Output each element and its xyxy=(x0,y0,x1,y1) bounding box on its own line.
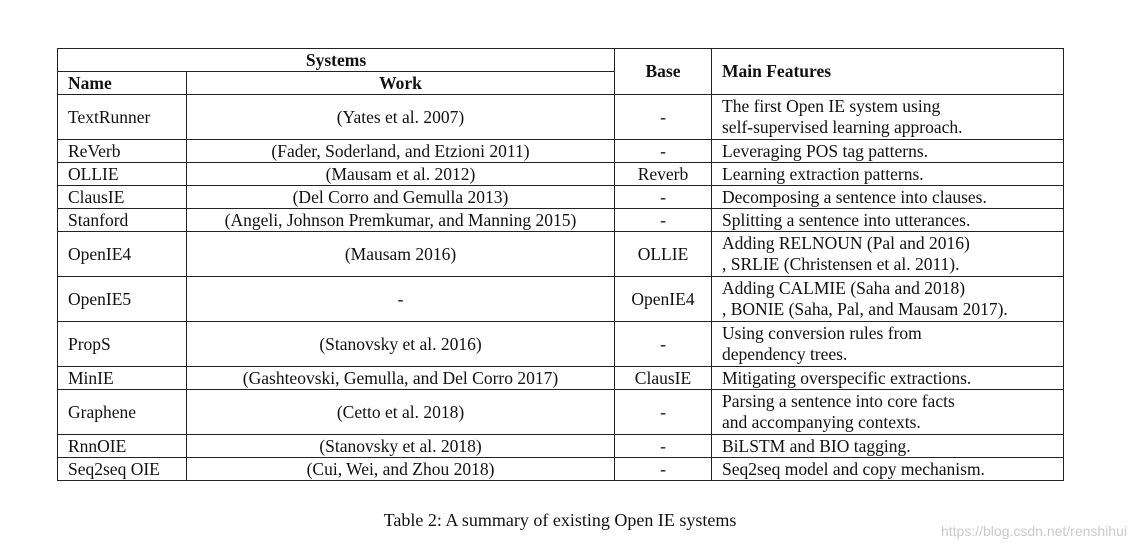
cell-name: ReVerb xyxy=(58,140,187,163)
header-main-features: Main Features xyxy=(712,49,1064,95)
feature-line: , SRLIE (Christensen et al. 2011). xyxy=(722,254,960,274)
cell-work: (Cetto et al. 2018) xyxy=(187,390,615,435)
cell-main-features xyxy=(712,209,1064,232)
cell-base: OpenIE4 xyxy=(615,277,712,322)
cell-work: (Gashteovski, Gemulla, and Del Corro 2017) xyxy=(187,367,615,390)
feature-line: Mitigating overspecific extractions. xyxy=(722,367,972,388)
feature-line: Using conversion rules from xyxy=(722,323,922,343)
cell-main-features xyxy=(712,367,1064,390)
cell-base: - xyxy=(615,95,712,140)
cell-main-features xyxy=(712,163,1064,186)
table-body xyxy=(58,95,1064,481)
cell-base: ClausIE xyxy=(615,367,712,390)
cell-base: - xyxy=(615,186,712,209)
cell-name: PropS xyxy=(58,322,187,367)
feature-line: Seq2seq model and copy mechanism. xyxy=(722,458,985,479)
feature-line: Adding RELNOUN (Pal and 2016) xyxy=(722,233,970,253)
table-row xyxy=(58,367,1064,390)
cell-base: - xyxy=(615,209,712,232)
cell-work: (Angeli, Johnson Premkumar, and Manning 2015) xyxy=(187,209,615,232)
feature-line: The first Open IE system using xyxy=(722,96,941,116)
cell-name: Stanford xyxy=(58,209,187,232)
feature-line: dependency trees. xyxy=(722,344,848,364)
feature-line: Splitting a sentence into utterances. xyxy=(722,209,971,230)
cell-work: (Cui, Wei, and Zhou 2018) xyxy=(187,458,615,481)
cell-name: OpenIE4 xyxy=(58,232,187,277)
table-row xyxy=(58,435,1064,458)
feature-line: Leveraging POS tag patterns. xyxy=(722,140,929,161)
feature-line: Adding CALMIE (Saha and 2018) xyxy=(722,278,966,298)
cell-name: TextRunner xyxy=(58,95,187,140)
header-row-systems xyxy=(58,49,1064,72)
cell-work: (Del Corro and Gemulla 2013) xyxy=(187,186,615,209)
cell-name: Graphene xyxy=(58,390,187,435)
table-caption: Table 2: A summary of existing Open IE systems xyxy=(383,510,737,530)
cell-name: MinIE xyxy=(58,367,187,390)
cell-main-features xyxy=(712,95,1064,140)
cell-base: - xyxy=(615,322,712,367)
cell-name: RnnOIE xyxy=(58,435,187,458)
cell-main-features xyxy=(712,458,1064,481)
cell-work: - xyxy=(187,277,615,322)
header-systems: Systems xyxy=(58,49,615,72)
cell-name: ClausIE xyxy=(58,186,187,209)
open-ie-systems-table xyxy=(57,48,1064,481)
table-row xyxy=(58,95,1064,140)
table-row xyxy=(58,163,1064,186)
cell-name: Seq2seq OIE xyxy=(58,458,187,481)
table-row xyxy=(58,186,1064,209)
cell-work: (Mausam 2016) xyxy=(187,232,615,277)
table-row xyxy=(58,458,1064,481)
table-row xyxy=(58,232,1064,277)
cell-main-features xyxy=(712,322,1064,367)
cell-base: - xyxy=(615,458,712,481)
feature-line: self-supervised learning approach. xyxy=(722,117,963,137)
cell-main-features xyxy=(712,186,1064,209)
cell-main-features xyxy=(712,140,1064,163)
table-row xyxy=(58,322,1064,367)
feature-line: Learning extraction patterns. xyxy=(722,163,924,184)
header-name: Name xyxy=(58,72,187,95)
cell-work: (Fader, Soderland, and Etzioni 2011) xyxy=(187,140,615,163)
header-work: Work xyxy=(187,72,615,95)
cell-main-features xyxy=(712,232,1064,277)
cell-main-features xyxy=(712,390,1064,435)
systems-table-container xyxy=(57,48,1063,481)
cell-work: (Yates et al. 2007) xyxy=(187,95,615,140)
cell-base: - xyxy=(615,390,712,435)
feature-line: BiLSTM and BIO tagging. xyxy=(722,435,911,456)
cell-base: - xyxy=(615,140,712,163)
cell-work: (Mausam et al. 2012) xyxy=(187,163,615,186)
table-row xyxy=(58,140,1064,163)
cell-base: Reverb xyxy=(615,163,712,186)
cell-name: OpenIE5 xyxy=(58,277,187,322)
cell-work: (Stanovsky et al. 2016) xyxy=(187,322,615,367)
table-row xyxy=(58,390,1064,435)
watermark-text: https://blog.csdn.net/renshihui xyxy=(940,523,1127,539)
cell-base: - xyxy=(615,435,712,458)
feature-line: Parsing a sentence into core facts xyxy=(722,391,955,411)
header-base: Base xyxy=(615,49,712,95)
table-row xyxy=(58,277,1064,322)
feature-line: and accompanying contexts. xyxy=(722,412,921,432)
cell-name: OLLIE xyxy=(58,163,187,186)
feature-line: , BONIE (Saha, Pal, and Mausam 2017). xyxy=(722,299,1008,319)
cell-main-features xyxy=(712,277,1064,322)
table-row xyxy=(58,209,1064,232)
feature-line: Decomposing a sentence into clauses. xyxy=(722,186,987,207)
cell-base: OLLIE xyxy=(615,232,712,277)
cell-work: (Stanovsky et al. 2018) xyxy=(187,435,615,458)
cell-main-features xyxy=(712,435,1064,458)
